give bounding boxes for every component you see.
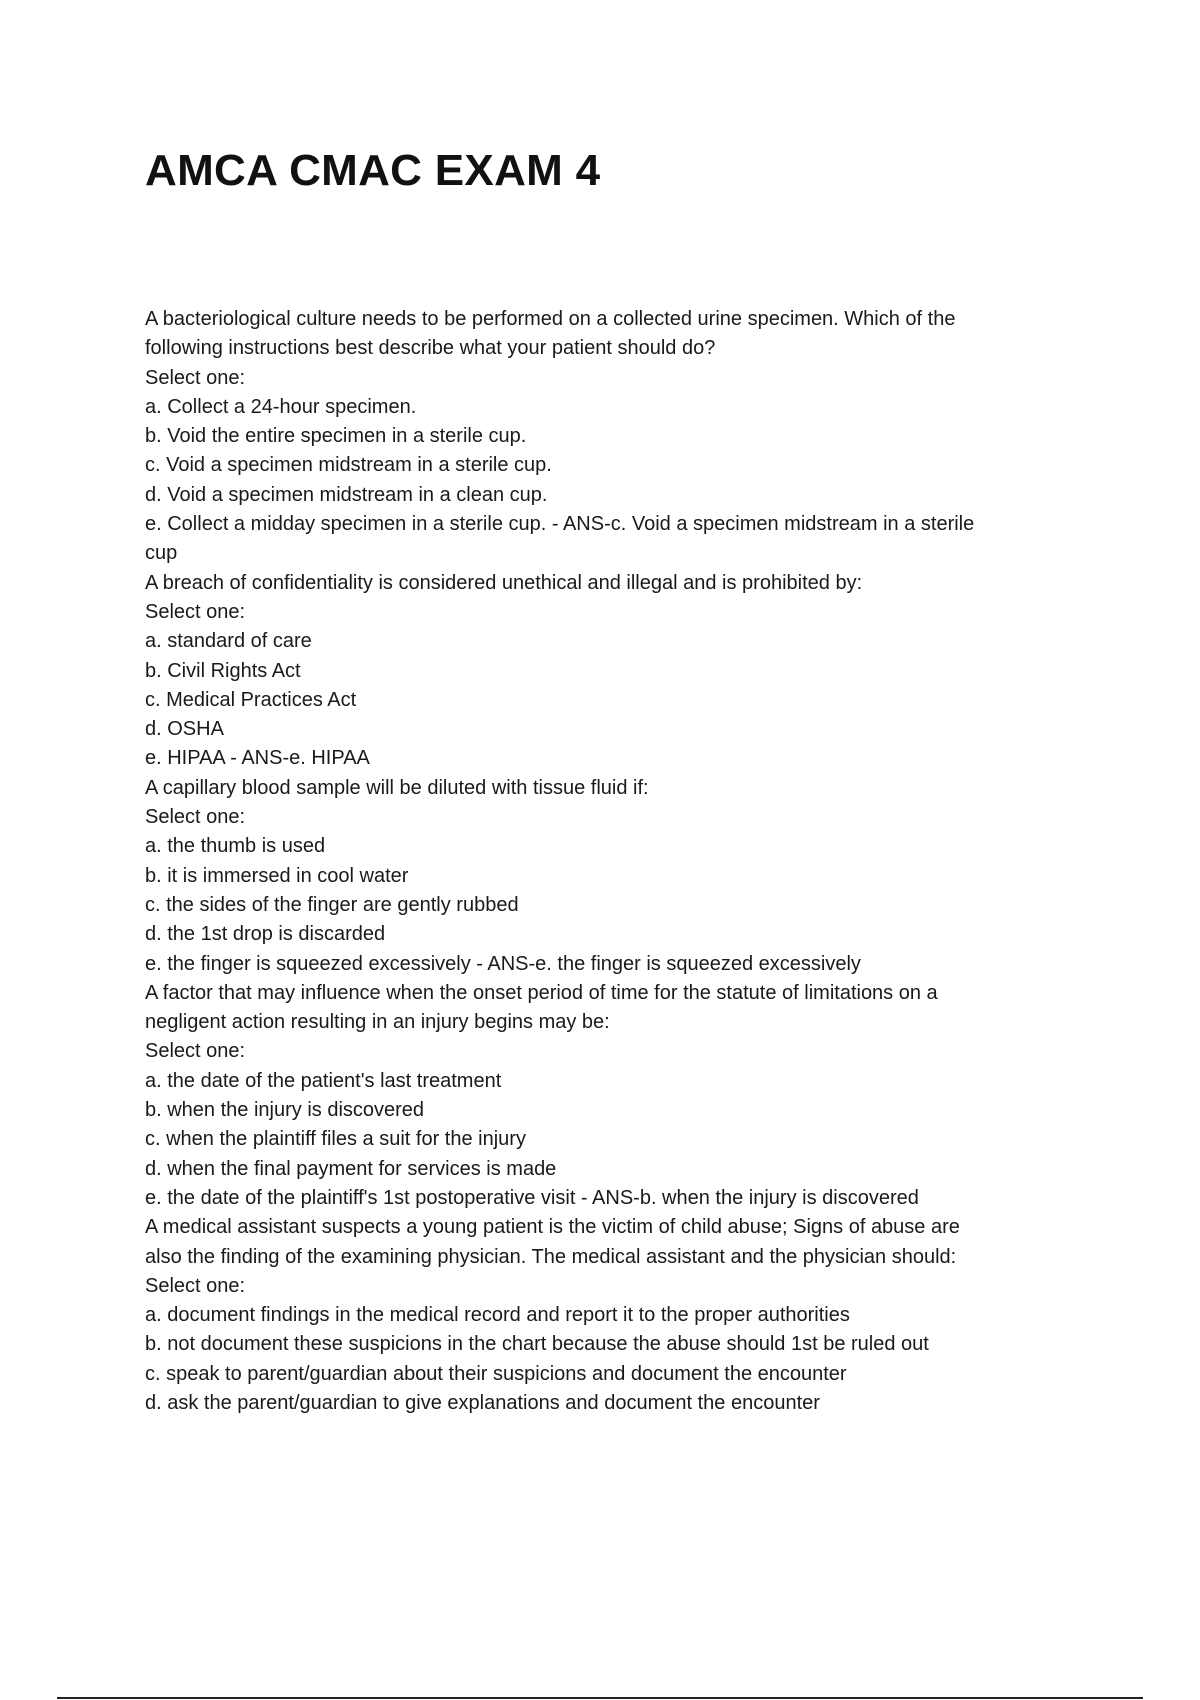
text-line: Select one: bbox=[145, 600, 246, 623]
text-line: a. Collect a 24-hour specimen. bbox=[145, 395, 417, 418]
text-line: a. the thumb is used bbox=[145, 835, 326, 858]
text-line: Select one: bbox=[145, 806, 246, 829]
text-line: A medical assistant suspects a young patient is the victim of child abuse; Signs of abuse are bbox=[145, 1216, 960, 1239]
text-line: e. the finger is squeezed excessively - ANS-e. the finger is squeezed excessively bbox=[145, 952, 861, 975]
page-bottom-divider bbox=[57, 1697, 1143, 1699]
text-line: c. when the plaintiff files a suit for the injury bbox=[145, 1128, 526, 1151]
text-line: d. when the final payment for services is made bbox=[145, 1157, 557, 1180]
text-line: A breach of confidentiality is considered unethical and illegal and is prohibited by: bbox=[145, 571, 863, 594]
text-line: Select one: bbox=[145, 1040, 246, 1063]
text-line: negligent action resulting in an injury begins may be: bbox=[145, 1011, 610, 1034]
text-line: c. speak to parent/guardian about their suspicions and document the encounter bbox=[145, 1362, 847, 1385]
exam-content bbox=[145, 305, 1075, 1418]
text-line: e. HIPAA - ANS-e. HIPAA bbox=[145, 747, 370, 770]
text-line: A bacteriological culture needs to be performed on a collected urine specimen. Which of the bbox=[145, 308, 956, 330]
text-line: A factor that may influence when the onset period of time for the statute of limitations on a bbox=[145, 981, 938, 1004]
text-line: b. when the injury is discovered bbox=[145, 1099, 425, 1122]
text-line: d. ask the parent/guardian to give explanations and document the encounter bbox=[145, 1391, 820, 1414]
text-line: c. Void a specimen midstream in a sterile cup. bbox=[145, 454, 552, 477]
text-line: cup bbox=[145, 542, 178, 565]
text-line: c. the sides of the finger are gently rubbed bbox=[145, 893, 519, 916]
text-line: e. Collect a midday specimen in a sterile cup. - ANS-c. Void a specimen midstream in a sterile bbox=[145, 513, 975, 536]
text-line: b. not document these suspicions in the chart because the abuse should 1st be ruled out bbox=[145, 1333, 929, 1356]
page-title: AMCA CMAC EXAM 4 bbox=[145, 146, 601, 195]
text-line: b. Void the entire specimen in a sterile cup. bbox=[145, 425, 527, 448]
text-line: d. Void a specimen midstream in a clean cup. bbox=[145, 483, 548, 506]
text-line: a. document findings in the medical record and report it to the proper authorities bbox=[145, 1304, 850, 1327]
text-line: also the finding of the examining physician. The medical assistant and the physician should: bbox=[145, 1245, 957, 1268]
text-line: Select one: bbox=[145, 366, 246, 389]
text-line: b. Civil Rights Act bbox=[145, 659, 301, 682]
text-line: a. the date of the patient's last treatment bbox=[145, 1069, 502, 1092]
text-line: A capillary blood sample will be diluted with tissue fluid if: bbox=[145, 776, 649, 799]
text-line: e. the date of the plaintiff's 1st postoperative visit - ANS-b. when the injury is discovered bbox=[145, 1186, 919, 1209]
text-line: Select one: bbox=[145, 1274, 246, 1297]
text-line: a. standard of care bbox=[145, 630, 312, 653]
text-line: d. the 1st drop is discarded bbox=[145, 923, 386, 946]
text-line: d. OSHA bbox=[145, 718, 224, 741]
text-line: c. Medical Practices Act bbox=[145, 688, 357, 711]
text-line: b. it is immersed in cool water bbox=[145, 864, 409, 887]
text-line: following instructions best describe what your patient should do? bbox=[145, 337, 716, 360]
